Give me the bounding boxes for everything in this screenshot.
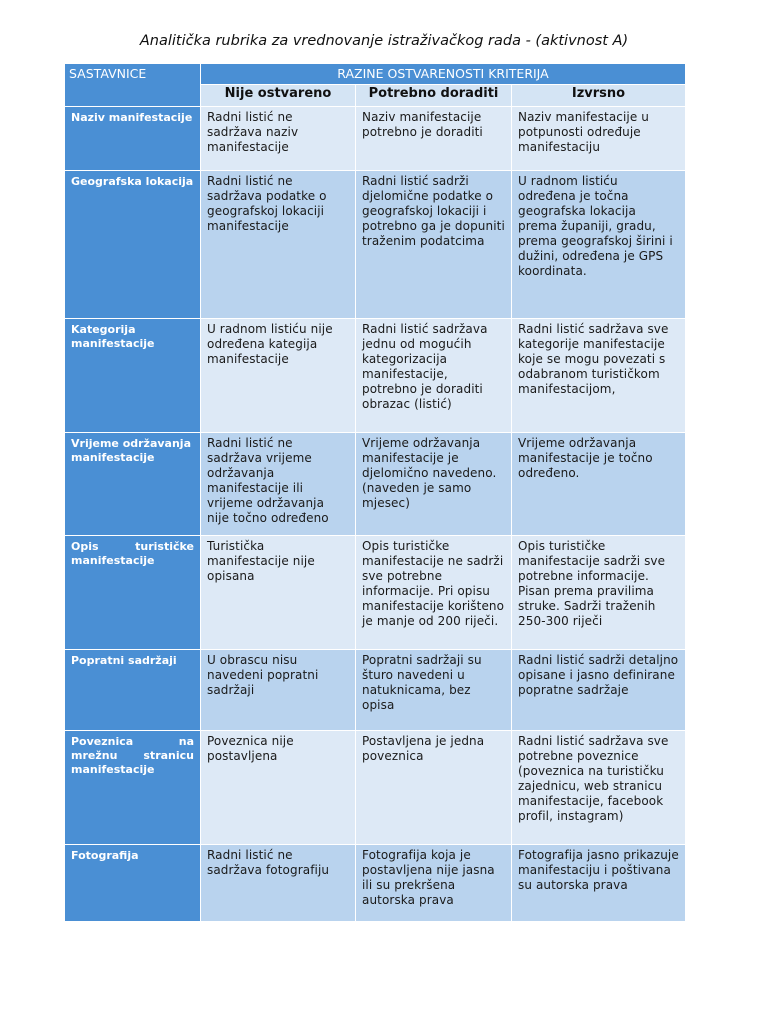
row-label-kategorija: Kategorija manifestacije <box>65 319 201 433</box>
table-row <box>65 319 686 433</box>
row-label-popratni: Popratni sadržaji <box>65 650 201 731</box>
table-row <box>65 731 686 845</box>
table-cell: Naziv manifestacije u potpunosti određuje manifestaciju <box>512 107 686 171</box>
table-row <box>65 845 686 922</box>
table-cell: Popratni sadržaji su šturo navedeni u natuknicama, bez opisa <box>356 650 512 731</box>
table-cell: Radni listić sadrži detaljno opisane i jasno definirane popratne sadržaje <box>512 650 686 731</box>
table-cell: Opis turističke manifestacije sadrži sve potrebne informacije. Pisan prema pravilima struke. Sadrži traženih 250-300 riječi <box>512 536 686 650</box>
row-label-opis: Opis turističke manifestacije <box>65 536 201 650</box>
document-title: Analitička rubrika za vrednovanje istraživačkog rada - (aktivnost A) <box>139 33 629 49</box>
row-label-poveznica: Poveznica na mrežnu stranicu manifestacije <box>65 731 201 845</box>
table-cell: Radni listić sadržava jednu od mogućih kategorizacija manifestacije, potrebno je doraditi obrazac (listić) <box>356 319 512 433</box>
table-cell: Radni listić sadržava sve kategorije manifestacije koje se mogu povezati s odabranom turističkom manifestacijom, <box>512 319 686 433</box>
table-cell: U obrascu nisu navedeni popratni sadržaji <box>201 650 356 731</box>
table-cell: Fotografija jasno prikazuje manifestaciju i poštivana su autorska prava <box>512 845 686 922</box>
table-cell: U radnom listiću određena je točna geografska lokacija prema županiji, gradu, prema geografskoj širini i dužini, određena je GPS koordinata. <box>512 171 686 319</box>
table-cell: Vrijeme održavanja manifestacije je točno određeno. <box>512 433 686 536</box>
table-cell: Turistička manifestacije nije opisana <box>201 536 356 650</box>
header-level-excellent: Izvrsno <box>512 85 686 107</box>
header-levels-span: RAZINE OSTVARENOSTI KRITERIJA <box>201 64 686 85</box>
row-label-fotografija: Fotografija <box>65 845 201 922</box>
table-row <box>65 536 686 650</box>
table-row <box>65 107 686 171</box>
header-level-not-achieved: Nije ostvareno <box>201 85 356 107</box>
table-cell: Fotografija koja je postavljena nije jasna ili su prekršena autorska prava <box>356 845 512 922</box>
table-row <box>65 433 686 536</box>
table-row <box>65 171 686 319</box>
table-cell: Radni listić ne sadržava fotografiju <box>201 845 356 922</box>
row-label-vrijeme: Vrijeme održavanja manifestacije <box>65 433 201 536</box>
table-cell: Radni listić ne sadržava podatke o geografskoj lokaciji manifestacije <box>201 171 356 319</box>
table-cell: U radnom listiću nije određena kategija manifestacije <box>201 319 356 433</box>
table-cell: Opis turističke manifestacije ne sadrži sve potrebne informacije. Pri opisu manifestacije korišteno je manje od 200 riječi. <box>356 536 512 650</box>
table-cell: Radni listić ne sadržava vrijeme održavanja manifestacije ili vrijeme održavanja nije točno određeno <box>201 433 356 536</box>
table-cell: Naziv manifestacije potrebno je doraditi <box>356 107 512 171</box>
table-cell: Vrijeme održavanja manifestacije je djelomično navedeno. (naveden je samo mjesec) <box>356 433 512 536</box>
table-cell: Radni listić sadržava sve potrebne poveznice (poveznica na turističku zajednicu, web stranicu manifestacije, facebook profil, instagram) <box>512 731 686 845</box>
table-cell: Radni listić ne sadržava naziv manifestacije <box>201 107 356 171</box>
rubric-table <box>64 63 686 922</box>
table-cell: Radni listić sadrži djelomične podatke o geografskoj lokaciji i potrebno ga je dopuniti traženim podatcima <box>356 171 512 319</box>
header-row <box>65 64 686 85</box>
table-row <box>65 650 686 731</box>
row-label-naziv: Naziv manifestacije <box>65 107 201 171</box>
table-cell: Poveznica nije postavljena <box>201 731 356 845</box>
header-components: SASTAVNICE <box>65 64 201 107</box>
row-label-geografska: Geografska lokacija <box>65 171 201 319</box>
header-level-needs-work: Potrebno doraditi <box>356 85 512 107</box>
table-cell: Postavljena je jedna poveznica <box>356 731 512 845</box>
